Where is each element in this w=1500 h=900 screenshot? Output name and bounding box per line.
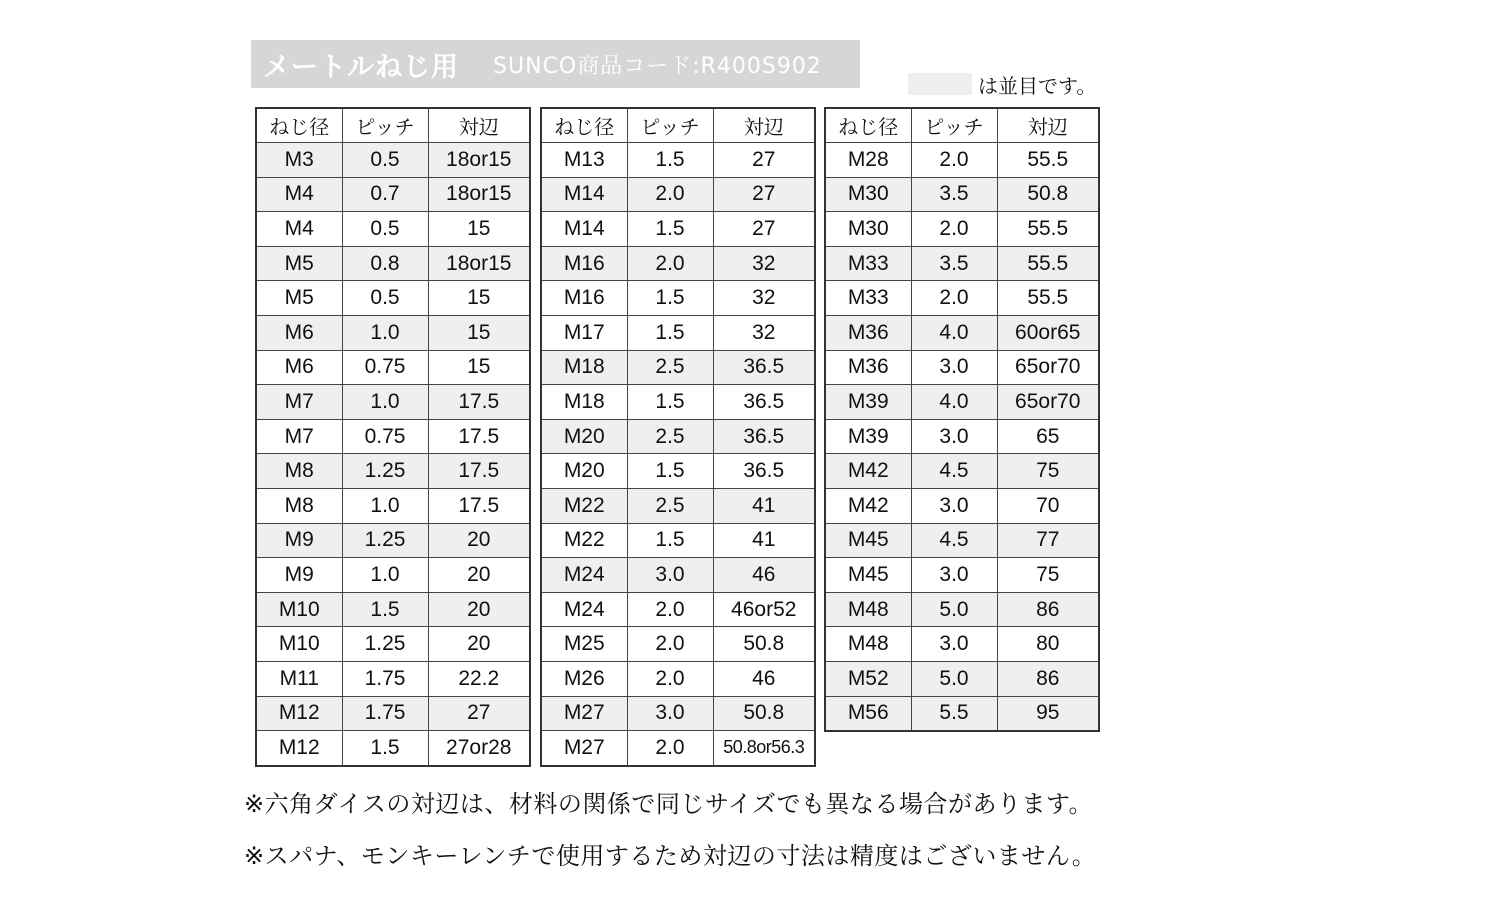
table-row bbox=[541, 281, 815, 316]
legend-swatch bbox=[908, 73, 972, 95]
cell-pitch: 1.0 bbox=[342, 558, 428, 593]
cell-diameter: M3 bbox=[256, 143, 342, 178]
cell-diameter: M20 bbox=[541, 419, 627, 454]
cell-across-flats: 36.5 bbox=[713, 419, 815, 454]
cell-across-flats: 20 bbox=[428, 523, 530, 558]
cell-across-flats: 32 bbox=[713, 281, 815, 316]
table-row bbox=[541, 385, 815, 420]
cell-pitch: 3.5 bbox=[911, 177, 997, 212]
cell-diameter: M16 bbox=[541, 281, 627, 316]
table-row bbox=[541, 731, 815, 766]
table-row bbox=[256, 419, 530, 454]
cell-diameter: M39 bbox=[825, 385, 911, 420]
table-row bbox=[256, 592, 530, 627]
cell-pitch: 2.0 bbox=[627, 246, 713, 281]
legend bbox=[908, 70, 1096, 98]
table-row bbox=[825, 488, 1099, 523]
cell-across-flats: 46 bbox=[713, 558, 815, 593]
cell-diameter: M48 bbox=[825, 592, 911, 627]
header-diameter: ねじ径 bbox=[825, 108, 911, 143]
cell-diameter: M28 bbox=[825, 143, 911, 178]
cell-pitch: 1.25 bbox=[342, 523, 428, 558]
cell-diameter: M20 bbox=[541, 454, 627, 489]
cell-diameter: M22 bbox=[541, 488, 627, 523]
cell-across-flats: 17.5 bbox=[428, 385, 530, 420]
cell-diameter: M13 bbox=[541, 143, 627, 178]
cell-diameter: M11 bbox=[256, 661, 342, 696]
cell-across-flats: 15 bbox=[428, 315, 530, 350]
cell-across-flats: 65 bbox=[997, 419, 1099, 454]
cell-diameter: M30 bbox=[825, 212, 911, 247]
table-row bbox=[541, 592, 815, 627]
table-row bbox=[256, 488, 530, 523]
cell-pitch: 2.0 bbox=[627, 661, 713, 696]
table-row bbox=[256, 143, 530, 178]
page-title: メートルねじ用 bbox=[263, 51, 459, 83]
table-row bbox=[256, 523, 530, 558]
cell-pitch: 3.5 bbox=[911, 246, 997, 281]
cell-diameter: M4 bbox=[256, 177, 342, 212]
table-row bbox=[256, 281, 530, 316]
cell-pitch: 2.0 bbox=[627, 731, 713, 766]
cell-diameter: M5 bbox=[256, 281, 342, 316]
table-row bbox=[541, 696, 815, 731]
table-row bbox=[541, 661, 815, 696]
table-row bbox=[825, 592, 1099, 627]
table-row bbox=[256, 315, 530, 350]
cell-diameter: M18 bbox=[541, 350, 627, 385]
thread-table-2 bbox=[540, 107, 816, 767]
table-row bbox=[256, 696, 530, 731]
table-row bbox=[256, 558, 530, 593]
cell-diameter: M16 bbox=[541, 246, 627, 281]
cell-across-flats: 15 bbox=[428, 350, 530, 385]
cell-across-flats: 80 bbox=[997, 627, 1099, 662]
cell-pitch: 1.5 bbox=[627, 143, 713, 178]
cell-pitch: 0.5 bbox=[342, 143, 428, 178]
cell-pitch: 2.0 bbox=[911, 281, 997, 316]
note-die-across-flats: ※六角ダイスの対辺は、材料の関係で同じサイズでも異なる場合があります。 bbox=[244, 790, 1094, 818]
table-row bbox=[256, 177, 530, 212]
header-across-flats: 対辺 bbox=[713, 108, 815, 143]
cell-pitch: 5.5 bbox=[911, 696, 997, 731]
thread-table-1 bbox=[255, 107, 531, 767]
cell-across-flats: 41 bbox=[713, 523, 815, 558]
header-across-flats: 対辺 bbox=[997, 108, 1099, 143]
table-row bbox=[825, 281, 1099, 316]
cell-pitch: 2.0 bbox=[911, 143, 997, 178]
cell-pitch: 3.0 bbox=[911, 558, 997, 593]
cell-pitch: 1.75 bbox=[342, 696, 428, 731]
cell-across-flats: 50.8 bbox=[713, 696, 815, 731]
cell-pitch: 1.0 bbox=[342, 385, 428, 420]
cell-across-flats: 20 bbox=[428, 627, 530, 662]
cell-across-flats: 50.8or56.3 bbox=[713, 731, 815, 766]
cell-diameter: M12 bbox=[256, 731, 342, 766]
cell-diameter: M14 bbox=[541, 177, 627, 212]
cell-pitch: 2.5 bbox=[627, 419, 713, 454]
table-header-row bbox=[825, 108, 1099, 143]
table-row bbox=[256, 385, 530, 420]
cell-diameter: M5 bbox=[256, 246, 342, 281]
cell-diameter: M22 bbox=[541, 523, 627, 558]
cell-diameter: M4 bbox=[256, 212, 342, 247]
cell-across-flats: 60or65 bbox=[997, 315, 1099, 350]
table-row bbox=[541, 350, 815, 385]
cell-across-flats: 95 bbox=[997, 696, 1099, 731]
cell-diameter: M6 bbox=[256, 350, 342, 385]
cell-pitch: 2.5 bbox=[627, 488, 713, 523]
cell-pitch: 0.7 bbox=[342, 177, 428, 212]
cell-pitch: 3.0 bbox=[911, 419, 997, 454]
cell-pitch: 1.5 bbox=[342, 731, 428, 766]
cell-across-flats: 17.5 bbox=[428, 419, 530, 454]
cell-diameter: M25 bbox=[541, 627, 627, 662]
cell-across-flats: 18or15 bbox=[428, 177, 530, 212]
cell-diameter: M39 bbox=[825, 419, 911, 454]
cell-across-flats: 36.5 bbox=[713, 385, 815, 420]
cell-pitch: 0.8 bbox=[342, 246, 428, 281]
header-pitch: ピッチ bbox=[342, 108, 428, 143]
cell-diameter: M30 bbox=[825, 177, 911, 212]
cell-pitch: 2.5 bbox=[627, 350, 713, 385]
table-row bbox=[541, 315, 815, 350]
table-row bbox=[541, 143, 815, 178]
table-row bbox=[825, 212, 1099, 247]
table-row bbox=[825, 385, 1099, 420]
cell-diameter: M17 bbox=[541, 315, 627, 350]
cell-across-flats: 70 bbox=[997, 488, 1099, 523]
table-row bbox=[541, 246, 815, 281]
thread-table-3 bbox=[824, 107, 1100, 732]
cell-pitch: 1.5 bbox=[627, 281, 713, 316]
cell-diameter: M12 bbox=[256, 696, 342, 731]
cell-diameter: M45 bbox=[825, 558, 911, 593]
cell-diameter: M24 bbox=[541, 558, 627, 593]
cell-across-flats: 55.5 bbox=[997, 212, 1099, 247]
cell-across-flats: 86 bbox=[997, 661, 1099, 696]
table-body bbox=[256, 143, 530, 766]
cell-across-flats: 55.5 bbox=[997, 246, 1099, 281]
cell-diameter: M48 bbox=[825, 627, 911, 662]
cell-pitch: 3.0 bbox=[911, 350, 997, 385]
table-row bbox=[541, 488, 815, 523]
cell-across-flats: 36.5 bbox=[713, 350, 815, 385]
cell-diameter: M36 bbox=[825, 315, 911, 350]
cell-pitch: 1.25 bbox=[342, 454, 428, 489]
cell-pitch: 3.0 bbox=[627, 696, 713, 731]
cell-across-flats: 77 bbox=[997, 523, 1099, 558]
table-row bbox=[825, 246, 1099, 281]
table-row bbox=[825, 419, 1099, 454]
cell-across-flats: 17.5 bbox=[428, 454, 530, 489]
table-row bbox=[825, 350, 1099, 385]
cell-pitch: 4.5 bbox=[911, 523, 997, 558]
cell-pitch: 1.5 bbox=[627, 212, 713, 247]
cell-diameter: M8 bbox=[256, 454, 342, 489]
cell-across-flats: 22.2 bbox=[428, 661, 530, 696]
cell-pitch: 0.5 bbox=[342, 281, 428, 316]
cell-across-flats: 55.5 bbox=[997, 281, 1099, 316]
cell-pitch: 0.75 bbox=[342, 350, 428, 385]
cell-diameter: M9 bbox=[256, 523, 342, 558]
header-diameter: ねじ径 bbox=[541, 108, 627, 143]
cell-across-flats: 27 bbox=[713, 177, 815, 212]
table-row bbox=[256, 661, 530, 696]
cell-across-flats: 65or70 bbox=[997, 350, 1099, 385]
cell-pitch: 1.5 bbox=[627, 454, 713, 489]
cell-across-flats: 27 bbox=[713, 143, 815, 178]
header-across-flats: 対辺 bbox=[428, 108, 530, 143]
cell-across-flats: 86 bbox=[997, 592, 1099, 627]
table-row bbox=[541, 212, 815, 247]
cell-pitch: 1.0 bbox=[342, 488, 428, 523]
cell-diameter: M42 bbox=[825, 488, 911, 523]
cell-across-flats: 27 bbox=[713, 212, 815, 247]
cell-pitch: 4.0 bbox=[911, 385, 997, 420]
cell-diameter: M24 bbox=[541, 592, 627, 627]
cell-pitch: 4.5 bbox=[911, 454, 997, 489]
note-wrench-precision: ※スパナ、モンキーレンチで使用するため対辺の寸法は精度はございません。 bbox=[244, 842, 1097, 870]
cell-pitch: 4.0 bbox=[911, 315, 997, 350]
cell-across-flats: 18or15 bbox=[428, 246, 530, 281]
cell-diameter: M26 bbox=[541, 661, 627, 696]
cell-across-flats: 55.5 bbox=[997, 143, 1099, 178]
cell-diameter: M33 bbox=[825, 246, 911, 281]
title-bar bbox=[251, 40, 860, 88]
cell-across-flats: 18or15 bbox=[428, 143, 530, 178]
cell-pitch: 2.0 bbox=[627, 177, 713, 212]
cell-across-flats: 20 bbox=[428, 558, 530, 593]
table-row bbox=[825, 523, 1099, 558]
cell-diameter: M52 bbox=[825, 661, 911, 696]
table-row bbox=[825, 661, 1099, 696]
cell-diameter: M9 bbox=[256, 558, 342, 593]
cell-diameter: M18 bbox=[541, 385, 627, 420]
cell-across-flats: 27or28 bbox=[428, 731, 530, 766]
cell-diameter: M10 bbox=[256, 592, 342, 627]
cell-diameter: M42 bbox=[825, 454, 911, 489]
table-row bbox=[541, 454, 815, 489]
cell-pitch: 3.0 bbox=[627, 558, 713, 593]
cell-diameter: M33 bbox=[825, 281, 911, 316]
cell-across-flats: 15 bbox=[428, 281, 530, 316]
table-row bbox=[825, 315, 1099, 350]
cell-pitch: 1.5 bbox=[342, 592, 428, 627]
table-row bbox=[541, 558, 815, 593]
table-row bbox=[256, 627, 530, 662]
table-row bbox=[825, 177, 1099, 212]
cell-pitch: 2.0 bbox=[911, 212, 997, 247]
cell-pitch: 5.0 bbox=[911, 661, 997, 696]
table-row bbox=[256, 212, 530, 247]
table-row bbox=[825, 143, 1099, 178]
cell-across-flats: 75 bbox=[997, 454, 1099, 489]
cell-across-flats: 46 bbox=[713, 661, 815, 696]
cell-across-flats: 32 bbox=[713, 315, 815, 350]
cell-across-flats: 32 bbox=[713, 246, 815, 281]
cell-diameter: M45 bbox=[825, 523, 911, 558]
cell-diameter: M10 bbox=[256, 627, 342, 662]
cell-across-flats: 50.8 bbox=[713, 627, 815, 662]
cell-across-flats: 65or70 bbox=[997, 385, 1099, 420]
cell-pitch: 2.0 bbox=[627, 627, 713, 662]
cell-across-flats: 41 bbox=[713, 488, 815, 523]
cell-pitch: 5.0 bbox=[911, 592, 997, 627]
cell-pitch: 0.75 bbox=[342, 419, 428, 454]
cell-across-flats: 50.8 bbox=[997, 177, 1099, 212]
table-row bbox=[256, 350, 530, 385]
header-diameter: ねじ径 bbox=[256, 108, 342, 143]
cell-across-flats: 20 bbox=[428, 592, 530, 627]
table-row bbox=[256, 454, 530, 489]
table-row bbox=[825, 627, 1099, 662]
product-code: SUNCO商品コード:R400S902 bbox=[493, 53, 822, 79]
cell-pitch: 1.25 bbox=[342, 627, 428, 662]
table-row bbox=[256, 731, 530, 766]
table-header-row bbox=[256, 108, 530, 143]
table-row bbox=[825, 696, 1099, 731]
legend-text: は並目です。 bbox=[978, 73, 1097, 98]
cell-diameter: M27 bbox=[541, 696, 627, 731]
cell-across-flats: 75 bbox=[997, 558, 1099, 593]
cell-pitch: 2.0 bbox=[627, 592, 713, 627]
cell-across-flats: 15 bbox=[428, 212, 530, 247]
cell-pitch: 1.75 bbox=[342, 661, 428, 696]
cell-diameter: M27 bbox=[541, 731, 627, 766]
cell-across-flats: 17.5 bbox=[428, 488, 530, 523]
table-row bbox=[825, 454, 1099, 489]
cell-across-flats: 46or52 bbox=[713, 592, 815, 627]
cell-diameter: M6 bbox=[256, 315, 342, 350]
header-pitch: ピッチ bbox=[627, 108, 713, 143]
cell-across-flats: 36.5 bbox=[713, 454, 815, 489]
table-row bbox=[541, 627, 815, 662]
header-pitch: ピッチ bbox=[911, 108, 997, 143]
cell-diameter: M7 bbox=[256, 385, 342, 420]
cell-pitch: 1.0 bbox=[342, 315, 428, 350]
table-row bbox=[825, 558, 1099, 593]
cell-pitch: 3.0 bbox=[911, 488, 997, 523]
cell-diameter: M14 bbox=[541, 212, 627, 247]
cell-diameter: M36 bbox=[825, 350, 911, 385]
table-row bbox=[256, 246, 530, 281]
cell-pitch: 3.0 bbox=[911, 627, 997, 662]
table-body bbox=[825, 143, 1099, 732]
cell-pitch: 1.5 bbox=[627, 523, 713, 558]
cell-diameter: M7 bbox=[256, 419, 342, 454]
table-header-row bbox=[541, 108, 815, 143]
table-row bbox=[541, 419, 815, 454]
table-body bbox=[541, 143, 815, 766]
cell-diameter: M8 bbox=[256, 488, 342, 523]
cell-pitch: 0.5 bbox=[342, 212, 428, 247]
table-row bbox=[541, 177, 815, 212]
cell-pitch: 1.5 bbox=[627, 385, 713, 420]
table-row bbox=[541, 523, 815, 558]
cell-across-flats: 27 bbox=[428, 696, 530, 731]
cell-diameter: M56 bbox=[825, 696, 911, 731]
cell-pitch: 1.5 bbox=[627, 315, 713, 350]
